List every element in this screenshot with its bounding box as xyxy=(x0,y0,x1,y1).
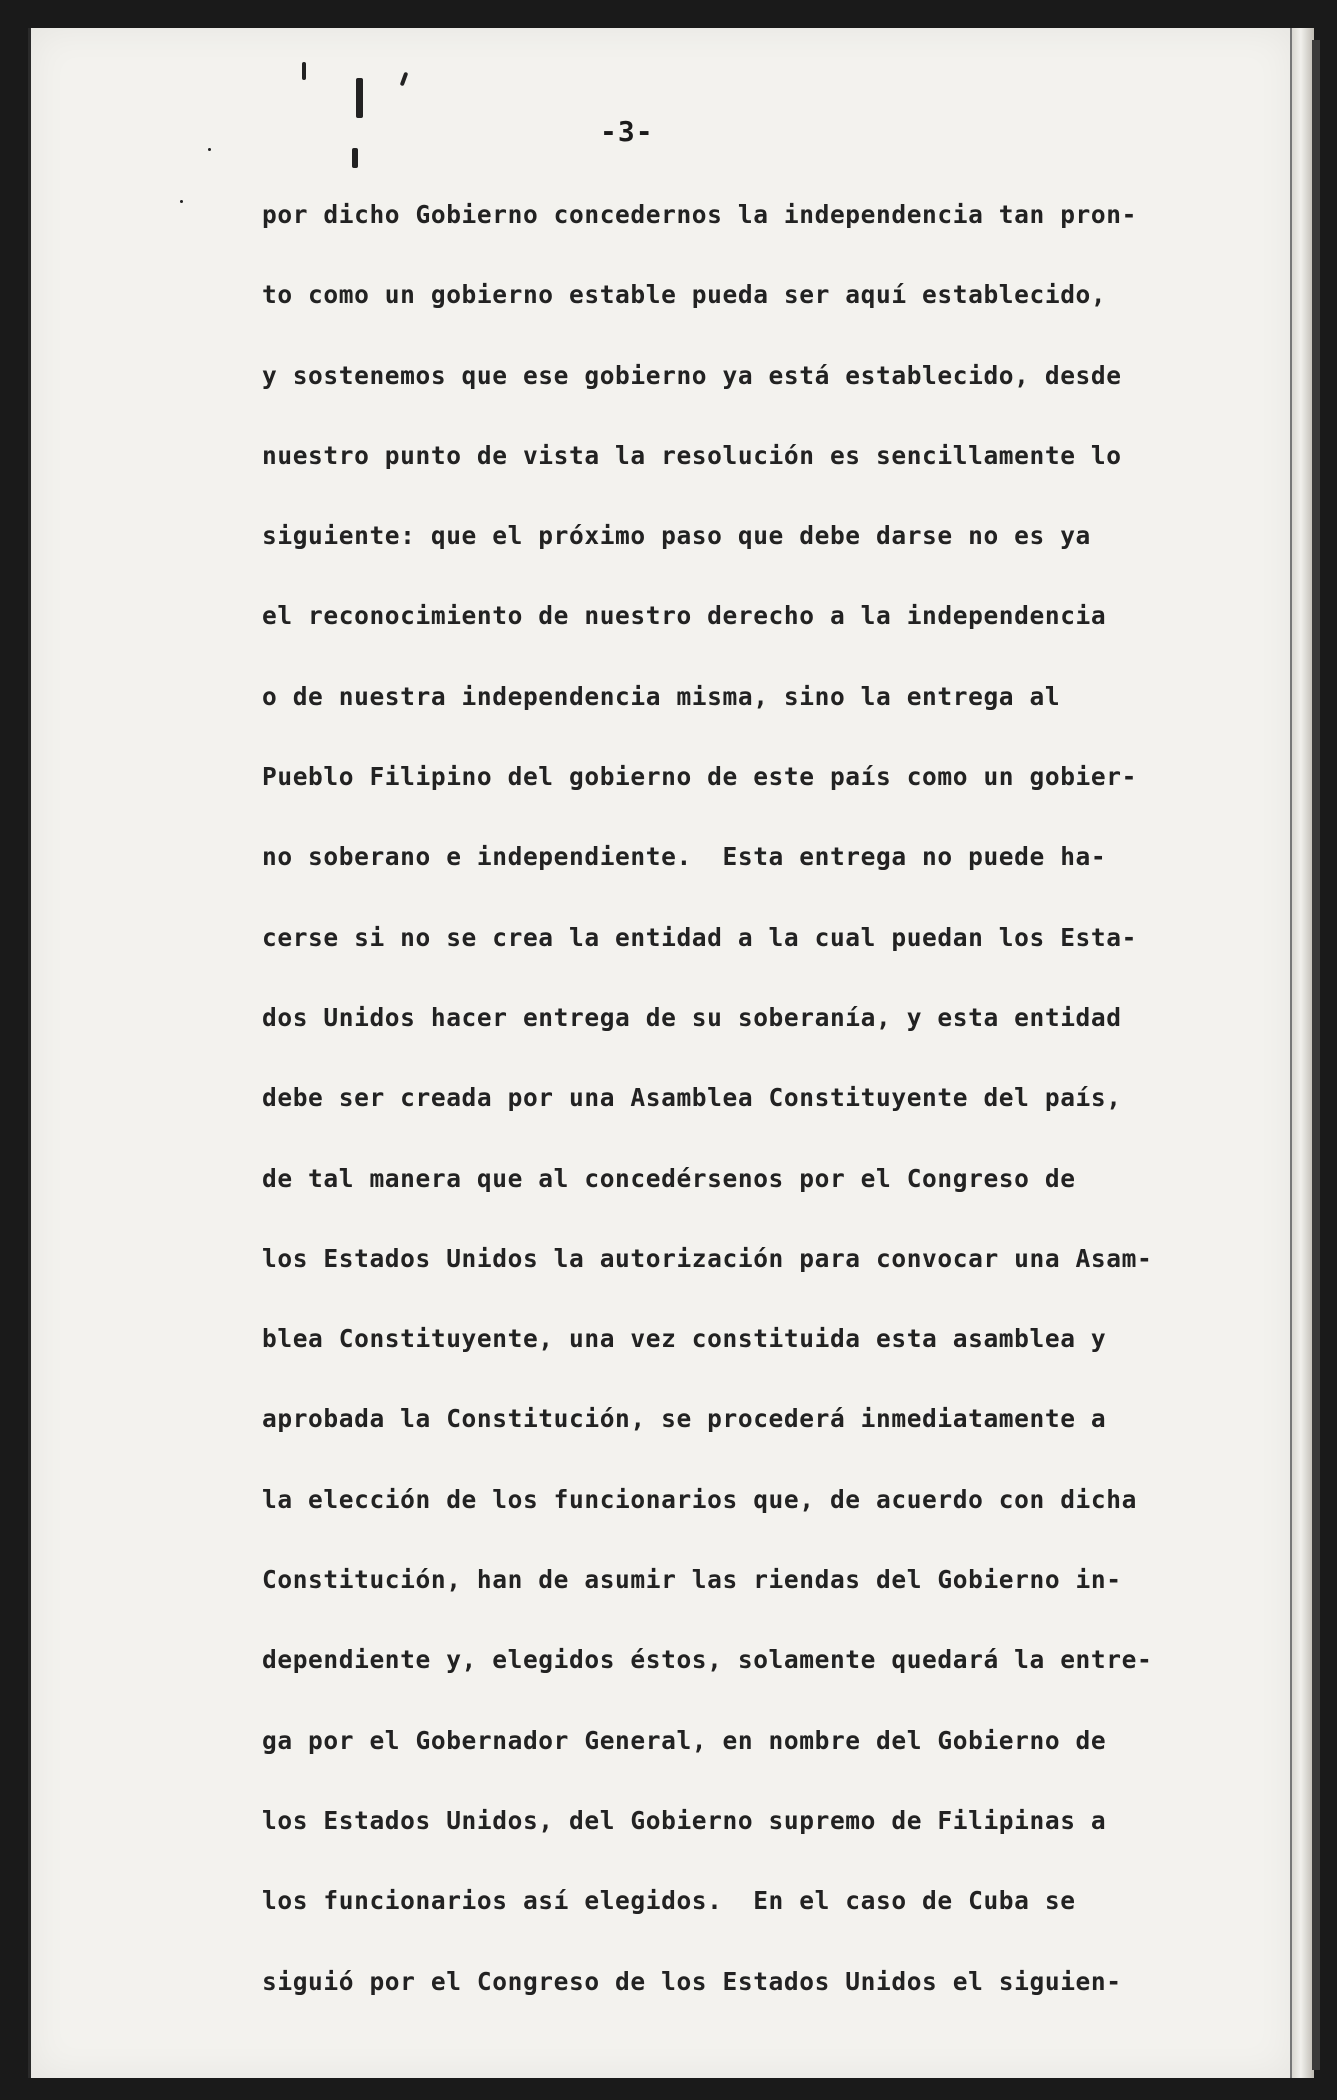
page-edge xyxy=(1290,28,1314,2078)
text-line: los Estados Unidos, del Gobierno supremo de Filipinas a xyxy=(262,1805,1107,1835)
text-line: siguiente: que el próximo paso que debe darse no es ya xyxy=(262,521,1091,551)
page-number: -3- xyxy=(600,115,654,148)
body-text xyxy=(262,190,1162,2037)
text-line: los funcionarios así elegidos. En el caso de Cuba se xyxy=(262,1886,1076,1916)
text-line: to como un gobierno estable pueda ser aquí establecido, xyxy=(262,280,1107,310)
text-line: de tal manera que al concedérsenos por el Congreso de xyxy=(262,1163,1076,1193)
text-line: dos Unidos hacer entrega de su soberanía, y esta entidad xyxy=(262,1002,1122,1032)
ink-mark xyxy=(180,200,183,203)
text-line: Pueblo Filipino del gobierno de este país como un gobier- xyxy=(262,762,1137,792)
text-line: o de nuestra independencia misma, sino la entrega al xyxy=(262,681,1061,711)
text-line: ga por el Gobernador General, en nombre del Gobierno de xyxy=(262,1725,1107,1755)
ink-mark xyxy=(208,148,211,151)
text-line: siguió por el Congreso de los Estados Unidos el siguien- xyxy=(262,1966,1122,1996)
text-line: aprobada la Constitución, se procederá inmediatamente a xyxy=(262,1404,1107,1434)
text-line: y sostenemos que ese gobierno ya está establecido, desde xyxy=(262,360,1122,390)
text-line: blea Constituyente, una vez constituida esta asamblea y xyxy=(262,1324,1107,1354)
ink-mark xyxy=(352,148,358,168)
page-edge-shadow xyxy=(1312,40,1320,2070)
text-line: Constitución, han de asumir las riendas del Gobierno in- xyxy=(262,1565,1122,1595)
ink-mark xyxy=(302,62,306,80)
text-line: la elección de los funcionarios que, de acuerdo con dicha xyxy=(262,1484,1137,1514)
text-line: los Estados Unidos la autorización para convocar una Asam- xyxy=(262,1243,1153,1273)
text-line: nuestro punto de vista la resolución es sencillamente lo xyxy=(262,440,1122,470)
text-line: el reconocimiento de nuestro derecho a la independencia xyxy=(262,601,1107,631)
text-line: no soberano e independiente. Esta entrega no puede ha- xyxy=(262,842,1107,872)
text-line: por dicho Gobierno concedernos la independencia tan pron- xyxy=(262,200,1137,229)
text-line: dependiente y, elegidos éstos, solamente quedará la entre- xyxy=(262,1645,1153,1675)
text-line: cerse si no se crea la entidad a la cual puedan los Esta- xyxy=(262,922,1137,952)
ink-mark xyxy=(356,78,363,118)
text-line: debe ser creada por una Asamblea Constituyente del país, xyxy=(262,1083,1122,1113)
